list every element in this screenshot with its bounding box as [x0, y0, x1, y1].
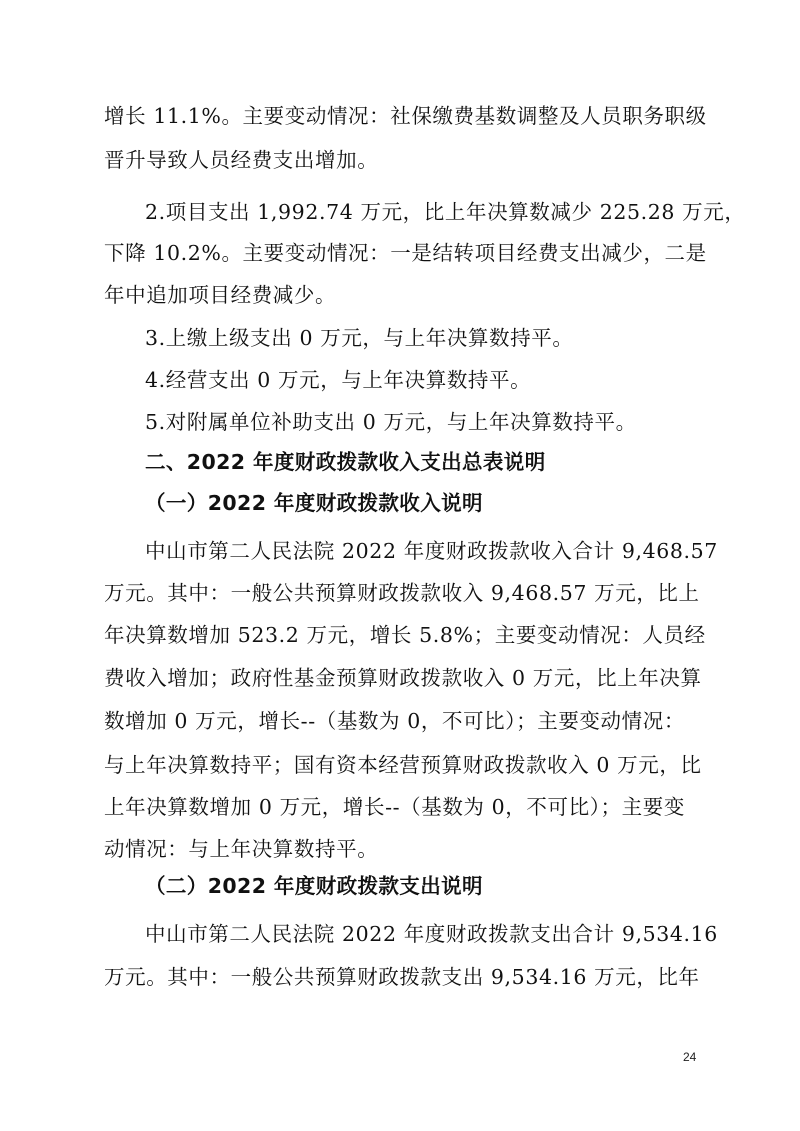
- body-text-line: 4.经营支出 0 万元，与上年决算数持平。: [145, 368, 532, 392]
- subsection-heading: （一）2022 年度财政拨款收入说明: [145, 491, 483, 515]
- body-text-line: 费收入增加；政府性基金预算财政拨款收入 0 万元，比上年决算: [104, 666, 702, 690]
- body-text-line: 增长 11.1%。主要变动情况：社保缴费基数调整及人员职务职级: [104, 104, 707, 128]
- body-text-line: 3.上缴上级支出 0 万元，与上年决算数持平。: [145, 326, 574, 350]
- body-text-line: 上年决算数增加 0 万元，增长--（基数为 0，不可比）；主要变: [104, 795, 685, 819]
- page-number: 24: [683, 1050, 697, 1064]
- body-text-line: 5.对附属单位补助支出 0 万元，与上年决算数持平。: [145, 410, 637, 434]
- body-text-line: 中山市第二人民法院 2022 年度财政拨款支出合计 9,534.16: [145, 922, 718, 946]
- body-text-line: 晋升导致人员经费支出增加。: [104, 148, 379, 172]
- body-text-line: 与上年决算数持平；国有资本经营预算财政拨款收入 0 万元，比: [104, 753, 702, 777]
- section-heading: 二、2022 年度财政拨款收入支出总表说明: [145, 450, 546, 474]
- body-text-line: 年决算数增加 523.2 万元，增长 5.8%；主要变动情况：人员经: [104, 623, 706, 647]
- body-text-line: 中山市第二人民法院 2022 年度财政拨款收入合计 9,468.57: [145, 539, 718, 563]
- subsection-heading: （二）2022 年度财政拨款支出说明: [145, 874, 483, 898]
- body-text-line: 年中追加项目经费减少。: [104, 283, 337, 307]
- body-text-line: 下降 10.2%。主要变动情况：一是结转项目经费支出减少，二是: [104, 241, 707, 265]
- body-text-line: 万元。其中：一般公共预算财政拨款收入 9,468.57 万元，比上: [104, 581, 700, 605]
- body-text-line: 数增加 0 万元，增长--（基数为 0，不可比）；主要变动情况：: [104, 709, 685, 733]
- body-text-line: 万元。其中：一般公共预算财政拨款支出 9,534.16 万元，比年: [104, 965, 700, 989]
- body-text-line: 动情况：与上年决算数持平。: [104, 837, 379, 861]
- body-text-line: 2.项目支出 1,992.74 万元，比上年决算数减少 225.28 万元，: [145, 200, 746, 224]
